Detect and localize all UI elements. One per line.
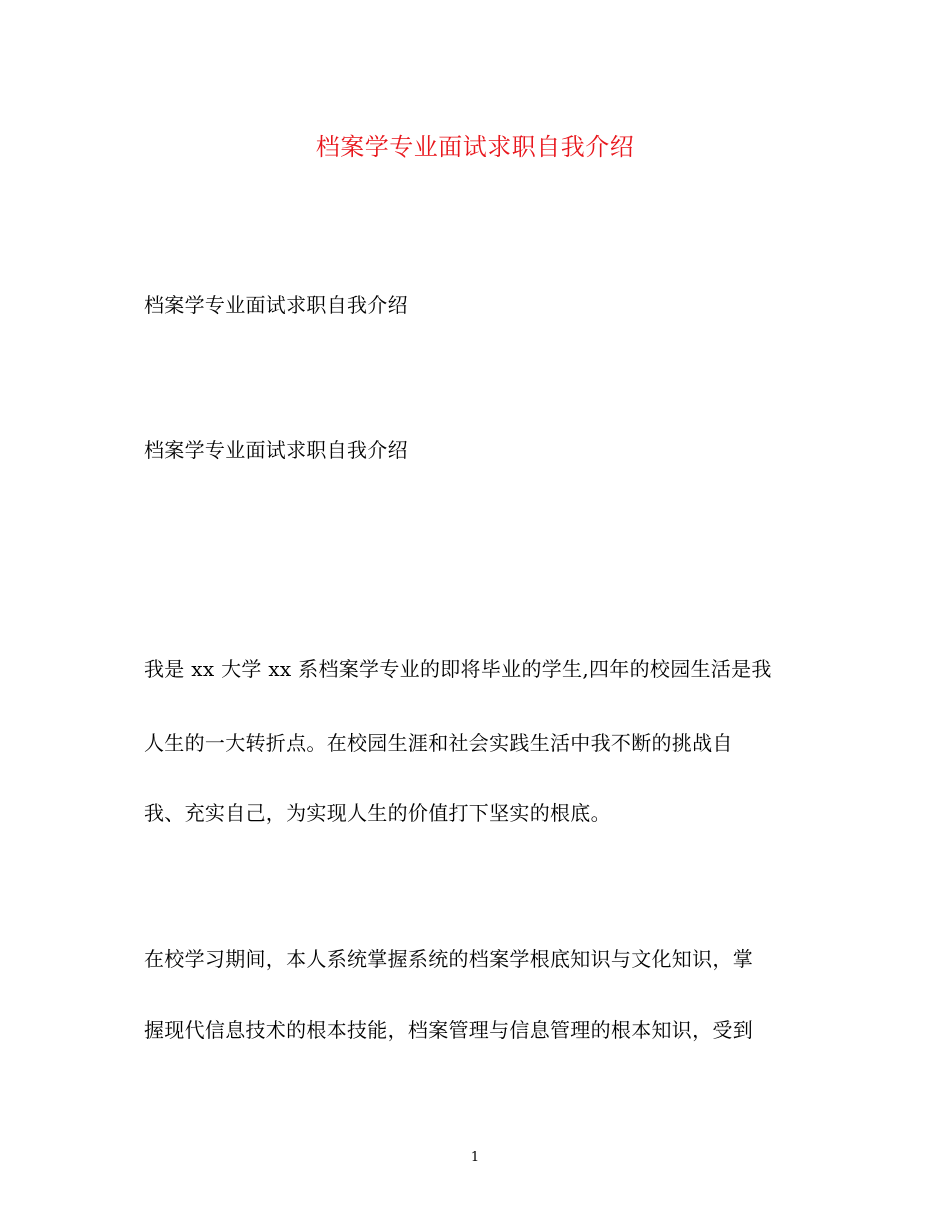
paragraph-line: 人生的一大转折点。在校园生涯和社会实践生活中我不断的挑战自: [144, 731, 733, 755]
subheading-1: 档案学专业面试求职自我介绍: [144, 293, 408, 317]
paragraph-line: 我、充实自己，为实现人生的价值打下坚实的根底。: [144, 801, 611, 825]
paragraph-line: 我是 xx 大学 xx 系档案学专业的即将毕业的学生,四年的校园生活是我: [144, 657, 772, 681]
subheading-2: 档案学专业面试求职自我介绍: [144, 438, 408, 462]
paragraph-line: 在校学习期间，本人系统掌握系统的档案学根底知识与文化知识，掌: [144, 947, 753, 971]
paragraph-line: 握现代信息技术的根本技能，档案管理与信息管理的根本知识，受到: [144, 1018, 753, 1042]
page-number: 1: [470, 1150, 480, 1165]
document-title: 档案学专业面试求职自我介绍: [315, 133, 635, 161]
